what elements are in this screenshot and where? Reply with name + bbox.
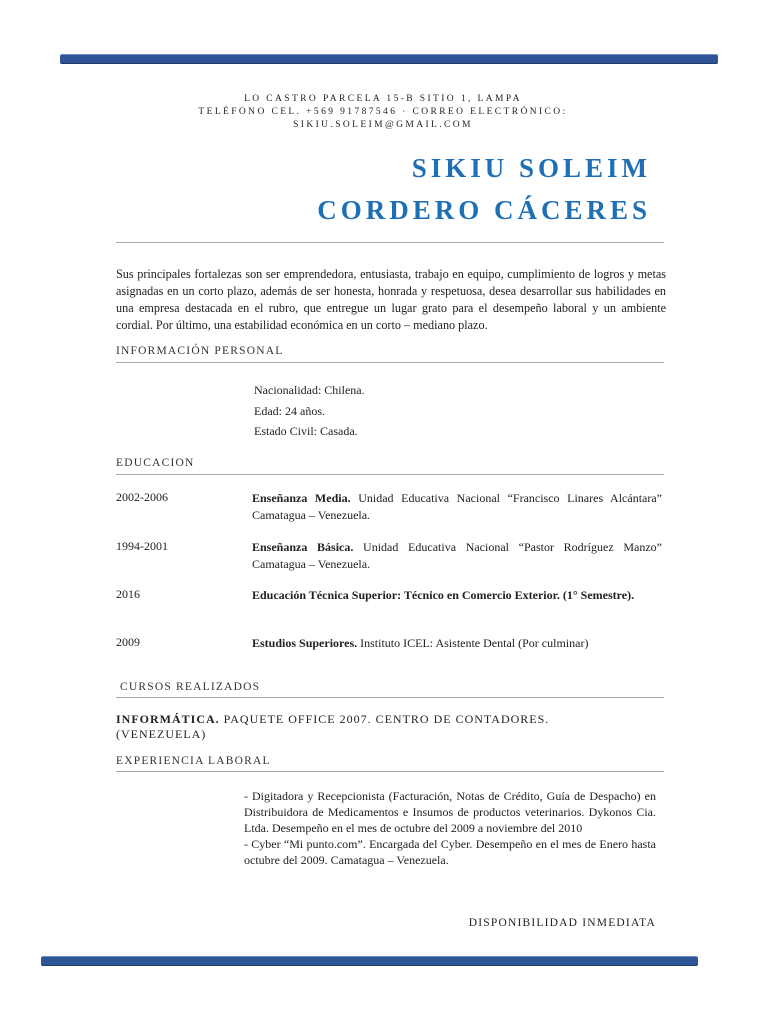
personal-info-list	[254, 380, 365, 442]
personal-age: Edad: 24 años.	[254, 403, 325, 418]
top-decorative-bar	[60, 55, 718, 63]
name-last: CORDERO CÁCERES	[317, 195, 651, 225]
education-entry	[252, 587, 662, 604]
divider	[116, 242, 664, 243]
divider	[116, 771, 664, 772]
education-year: 1994-2001	[116, 539, 168, 553]
divider	[116, 362, 664, 363]
bottom-decorative-bar	[41, 957, 698, 965]
section-heading-courses: CURSOS REALIZADOS	[120, 681, 261, 693]
experience-item: - Digitadora y Recepcionista (Facturación, Notas de Crédito, Guía de Despacho) en Distribuidora de Medicamentos e Insumos de productos veterinarios. Dykonos Cia. Ltda. Desempeño en el mes de octubre del 2009 a noviembre del 2010	[244, 789, 656, 835]
education-year: 2016	[116, 587, 140, 601]
education-entry	[252, 635, 662, 652]
availability-note: DISPONIBILIDAD INMEDIATA	[468, 917, 656, 929]
personal-nationality: Nacionalidad: Chilena.	[254, 383, 365, 397]
name-first: SIKIU SOLEIM	[411, 153, 651, 183]
personal-marital-status: Estado Civil: Casada.	[254, 424, 358, 438]
contact-email: SIKIU.SOLEIM@GMAIL.COM	[293, 120, 473, 130]
experience-item: - Cyber “Mi punto.com”. Encargada del Cyber. Desempeño en el mes de Enero hasta octubre del 2009. Camatagua – Venezuela.	[244, 837, 656, 867]
education-title: Estudios Superiores.	[252, 636, 358, 650]
section-heading-education: EDUCACION	[116, 457, 195, 469]
education-year: 2002-2006	[116, 490, 168, 504]
education-detail: Instituto ICEL: Asistente Dental (Por culminar)	[357, 636, 589, 650]
divider	[116, 474, 664, 475]
section-heading-experience: EXPERIENCIA LABORAL	[116, 755, 271, 767]
experience-list	[244, 788, 656, 868]
summary-paragraph: Sus principales fortalezas son ser emprendedora, entusiasta, trabajo en equipo, cumplimiento de logros y metas asignadas en un corto plazo, además de ser honesta, honrada y respetuosa, desea desarrollar sus habilidades en una empresa destacada en el rubro, que entregue un lugar grato para el desempeño laboral y un ambiente cordial. Por último, una estabilidad económica en un corto – mediano plazo.	[116, 267, 666, 332]
contact-block	[150, 93, 616, 132]
education-title: Enseñanza Básica.	[252, 540, 354, 554]
education-entry	[252, 490, 662, 524]
course-entry	[116, 712, 636, 742]
course-title: INFORMÁTICA.	[116, 712, 220, 726]
education-title: Enseñanza Media.	[252, 491, 351, 505]
education-year: 2009	[116, 635, 140, 649]
education-detail: Unidad Educativa Nacional “Francisco Linares Alcántara” Camatagua – Venezuela.	[252, 491, 663, 522]
contact-phone-line: TELÉFONO CEL. +569 91787546 · CORREO ELECTRÓNICO:	[198, 107, 568, 117]
education-detail: Unidad Educativa Nacional “Pastor Rodríguez Manzo” Camatagua – Venezuela.	[252, 540, 662, 571]
divider	[116, 697, 664, 698]
education-title: Educación Técnica Superior: Técnico en Comercio Exterior. (1° Semestre).	[252, 588, 635, 602]
education-entry	[252, 539, 662, 573]
contact-address: LO CASTRO PARCELA 15-B SITIO 1, LAMPA	[244, 94, 522, 104]
section-heading-personal: INFORMACIÓN PERSONAL	[116, 345, 284, 357]
course-detail: PAQUETE OFFICE 2007. CENTRO DE CONTADORES. (VENEZUELA)	[116, 712, 550, 741]
